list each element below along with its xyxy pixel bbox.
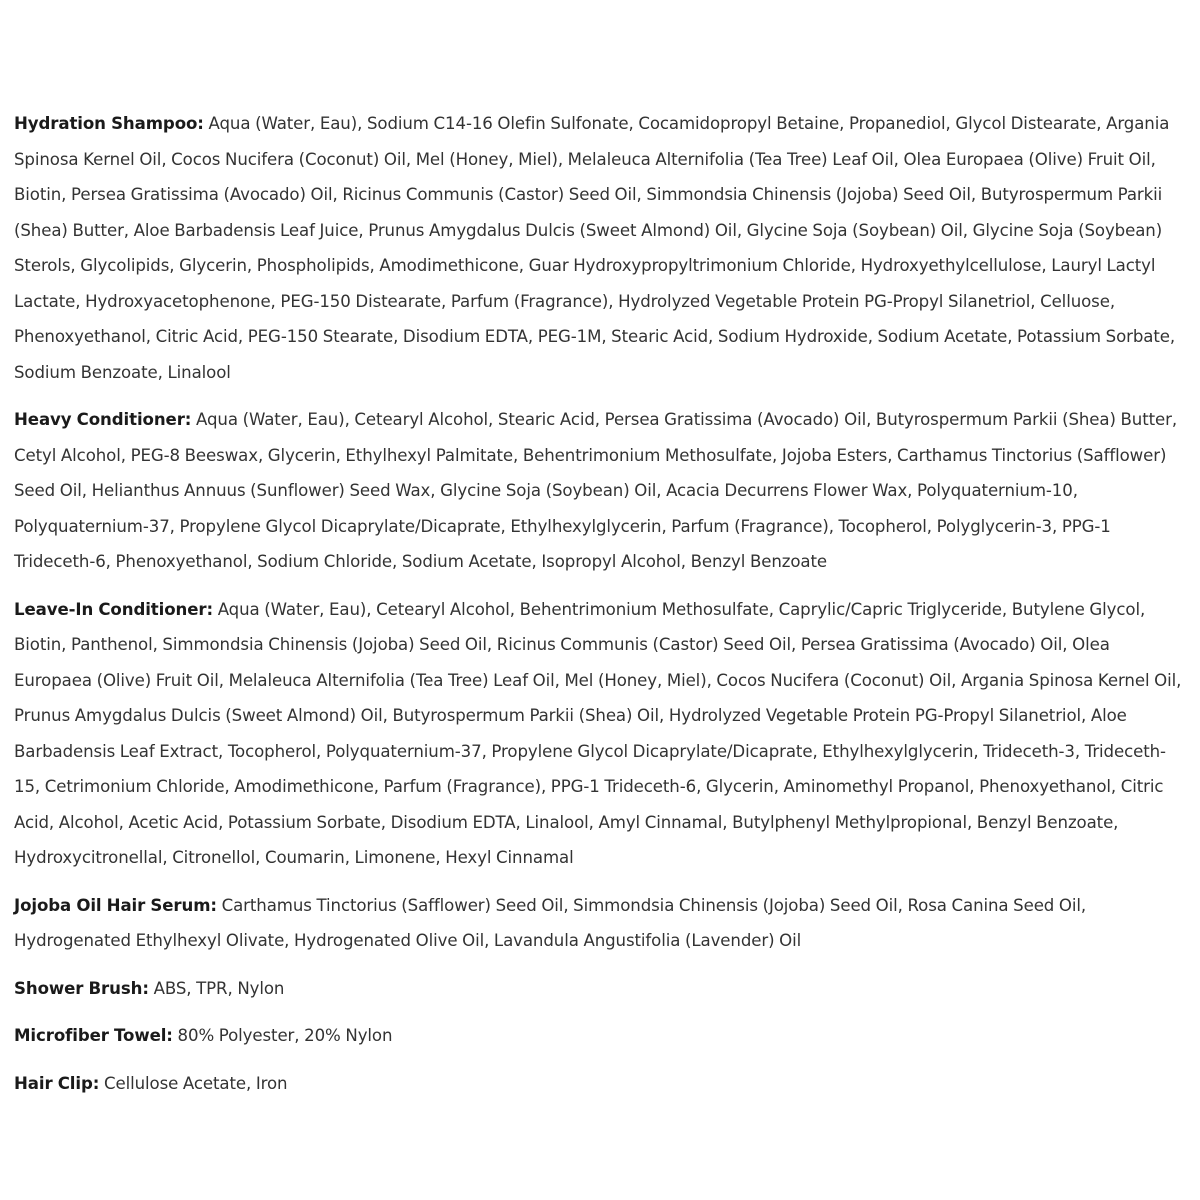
entry-text: ABS, TPR, Nylon xyxy=(153,978,285,998)
entry-label: Shower Brush: xyxy=(14,978,149,998)
entry-text: Aqua (Water, Eau), Sodium C14-16 Olefin Sulfonate, Cocamidopropyl Betaine, Propanediol, Glycol Distearate, Argania Spinosa Kernel Oil, Cocos Nucifera (Coconut) Oil, Mel (Honey, Miel), Melaleuca Alternifolia (Tea Tree) Leaf Oil, Olea Europaea (Olive) Fruit Oil, Biotin, Persea Gratissima (Avocado) Oil, Ricinus Communis (Castor) Seed Oil, Simmondsia Chinensis (Jojoba) Seed Oil, Butyrospermum Parkii (Shea) Butter, Aloe Barbadensis Leaf Juice, Prunus Amygdalus Dulcis (Sweet Almond) Oil, Glycine Soja (Soybean) Oil, Glycine Soja (Soybean) Sterols, Glycolipids, Glycerin, Phospholipids, Amodimethicone, Guar Hydroxypropyltrimonium Chloride, Hydroxyethylcellulose, Lauryl Lactyl Lactate, Hydroxyacetophenone, PEG-150 Distearate, Parfum (Fragrance), Hydrolyzed Vegetable Protein PG-Propyl Silanetriol, Celluose, Phenoxyethanol, Citric Acid, PEG-150 Stearate, Disodium EDTA, PEG-1M, Stearic Acid, Sodium Hydroxide, Sodium Acetate, Potassium Sorbate, Sodium Benzoate, Linalool xyxy=(14,114,1176,382)
entry-text: Cellulose Acetate, Iron xyxy=(104,1073,288,1093)
entry-label: Hydration Shampoo: xyxy=(14,114,204,133)
entry-text: Carthamus Tinctorius (Safflower) Seed Oil, Simmondsia Chinensis (Jojoba) Seed Oil, Rosa Canina Seed Oil, Hydrogenated Ethylhexyl Olivate, Hydrogenated Olive Oil, Lavandula Angustifolia (Lavender) Oil xyxy=(14,895,1087,950)
ingredient-entry-hydration-shampoo xyxy=(14,106,1186,390)
ingredient-entry-hair-clip xyxy=(14,1066,1186,1102)
ingredient-entry-microfiber-towel xyxy=(14,1018,1186,1054)
ingredient-entry-shower-brush xyxy=(14,971,1186,1007)
ingredient-entry-jojoba-oil-hair-serum xyxy=(14,888,1186,959)
ingredients-document xyxy=(14,106,1186,1113)
entry-label: Jojoba Oil Hair Serum: xyxy=(14,895,217,915)
entry-text: Aqua (Water, Eau), Cetearyl Alcohol, Behentrimonium Methosulfate, Caprylic/Capric Triglyceride, Butylene Glycol, Biotin, Panthenol, Simmondsia Chinensis (Jojoba) Seed Oil, Ricinus Communis (Castor) Seed Oil, Persea Gratissima (Avocado) Oil, Olea Europaea (Olive) Fruit Oil, Melaleuca Alternifolia (Tea Tree) Leaf Oil, Mel (Honey, Miel), Cocos Nucifera (Coconut) Oil, Argania Spinosa Kernel Oil, Prunus Amygdalus Dulcis (Sweet Almond) Oil, Butyrospermum Parkii (Shea) Oil, Hydrolyzed Vegetable Protein PG-Propyl Silanetriol, Aloe Barbadensis Leaf Extract, Tocopherol, Polyquaternium-37, Propylene Glycol Dicaprylate/Dicaprate, Ethylhexylglycerin, Trideceth-3, Trideceth-15, Cetrimonium Chloride, Amodimethicone, Parfum (Fragrance), PPG-1 Trideceth-6, Glycerin, Aminomethyl Propanol, Phenoxyethanol, Citric Acid, Alcohol, Acetic Acid, Potassium Sorbate, Disodium EDTA, Linalool, Amyl Cinnamal, Butylphenyl Methylpropional, Benzyl Benzoate, Hydroxycitronellal, Citronellol, Coumarin, Limonene, Hexyl Cinnamal xyxy=(14,599,1182,867)
ingredient-entry-heavy-conditioner xyxy=(14,402,1186,580)
entry-label: Microfiber Towel: xyxy=(14,1026,173,1045)
entry-label: Hair Clip: xyxy=(14,1073,100,1093)
entry-text: 80% Polyester, 20% Nylon xyxy=(177,1026,393,1045)
entry-label: Leave-In Conditioner: xyxy=(14,599,214,619)
entry-text: Aqua (Water, Eau), Cetearyl Alcohol, Stearic Acid, Persea Gratissima (Avocado) Oil, Butyrospermum Parkii (Shea) Butter, Cetyl Alcohol, PEG-8 Beeswax, Glycerin, Ethylhexyl Palmitate, Behentrimonium Methosulfate, Jojoba Esters, Carthamus Tinctorius (Safflower) Seed Oil, Helianthus Annuus (Sunflower) Seed Wax, Glycine Soja (Soybean) Oil, Acacia Decurrens Flower Wax, Polyquaternium-10, Polyquaternium-37, Propylene Glycol Dicaprylate/Dicaprate, Ethylhexylglycerin, Parfum (Fragrance), Tocopherol, Polyglycerin-3, PPG-1 Trideceth-6, Phenoxyethanol, Sodium Chloride, Sodium Acetate, Isopropyl Alcohol, Benzyl Benzoate xyxy=(14,410,1178,571)
ingredient-entry-leave-in-conditioner xyxy=(14,592,1186,876)
entry-label: Heavy Conditioner: xyxy=(14,410,192,429)
